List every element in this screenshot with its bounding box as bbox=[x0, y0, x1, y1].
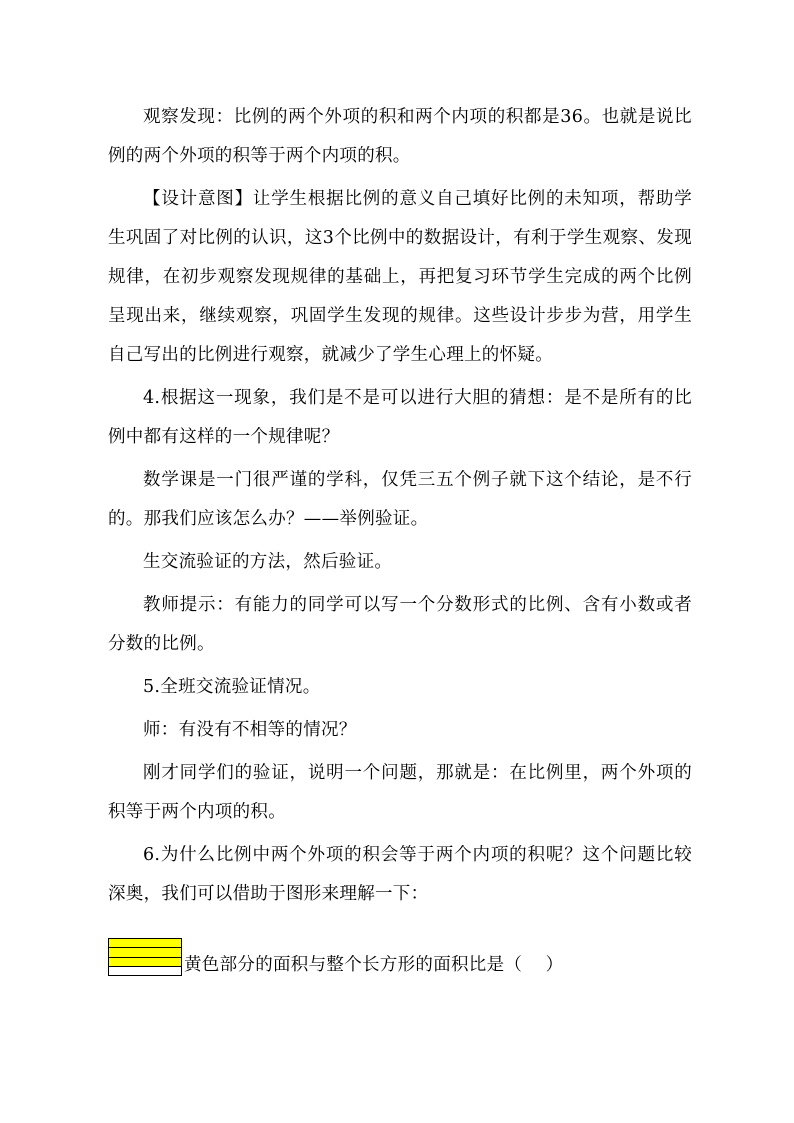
document-body bbox=[108, 98, 692, 914]
paragraph-teacher-question: 师：有没有不相等的情况？ bbox=[143, 720, 357, 740]
shaded-band bbox=[109, 958, 181, 967]
shaded-band bbox=[109, 939, 181, 948]
rectangle-figure-row bbox=[108, 936, 563, 976]
paragraph-conclusion: 刚才同学们的验证，说明一个问题，那就是：在比例里，两个外项的积等于两个内项的积。 bbox=[108, 763, 692, 822]
paragraph-verify-method: 生交流验证的方法，然后验证。 bbox=[143, 552, 393, 572]
shaded-rectangle-diagram bbox=[108, 938, 182, 976]
paragraph-rigor: 数学课是一门很严谨的学科，仅凭三五个例子就下这个结论，是不行的。那我们应该怎么办？——举例验证。 bbox=[108, 470, 692, 529]
paragraph-observation: 观察发现：比例的两个外项的积和两个内项的积都是36。也就是说比例的两个外项的积等于两个内项的积。 bbox=[108, 107, 692, 166]
paragraph-design-intent: 【设计意图】让学生根据比例的意义自己填好比例的未知项，帮助学生巩固了对比例的认识，这3个比例中的数据设计，有利于学生观察、发现规律，在初步观察发现规律的基础上，再把复习环节学生完成的两个比例呈现出来，继续观察，巩固学生发现的规律。这些设计步步为营，用学生自己写出的比例进行观察，就减少了学生心理上的怀疑。 bbox=[108, 189, 692, 365]
paragraph-step-4: 4.根据这一现象，我们是不是可以进行大胆的猜想：是不是所有的比例中都有这样的一个规律呢？ bbox=[108, 388, 692, 447]
shaded-band bbox=[109, 948, 181, 957]
figure-caption: 黄色部分的面积与整个长方形的面积比是（ ） bbox=[184, 955, 564, 975]
paragraph-teacher-hint: 教师提示：有能力的同学可以写一个分数形式的比例、含有小数或者分数的比例。 bbox=[108, 595, 692, 654]
paragraph-step-6: 6.为什么比例中两个外项的积会等于两个内项的积呢？这个问题比较深奥，我们可以借助于图形来理解一下： bbox=[108, 845, 692, 904]
unshaded-band bbox=[109, 967, 181, 975]
paragraph-step-5: 5.全班交流验证情况。 bbox=[143, 677, 321, 697]
